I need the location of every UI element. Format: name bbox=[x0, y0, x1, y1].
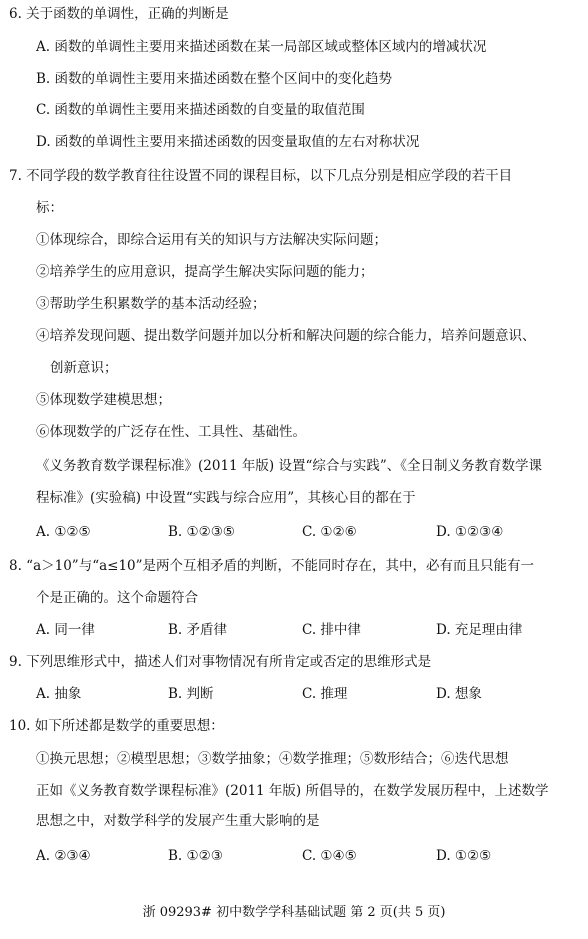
q10-ideas-list: ①换元思想；②模型思想；③数学抽象；④数学推理；⑤数形结合；⑥迭代思想 bbox=[36, 751, 509, 767]
q6-option-d: D. 函数的单调性主要用来描述函数的因变量取值的左右对称状况 bbox=[36, 134, 420, 150]
q10-paragraph-line2: 思想之中，对数学科学的发展产生重大影响的是 bbox=[36, 813, 320, 829]
q6-option-a: A. 函数的单调性主要用来描述函数在某一局部区域或整体区域内的增减状况 bbox=[36, 39, 487, 55]
q10-options-row bbox=[0, 846, 588, 866]
q10-paragraph-line1: 正如《义务教育数学课程标准》(2011 年版) 所倡导的，在数学发展历程中，上述数学 bbox=[36, 783, 549, 799]
q10-option-b: B. ①②③ bbox=[168, 848, 223, 864]
q7-option-c: C. ①②⑥ bbox=[302, 524, 357, 540]
q9-option-a: A. 抽象 bbox=[36, 686, 82, 702]
q7-item-5: ⑤体现数学建模思想； bbox=[36, 392, 171, 408]
q7-stem-line1: 7. 不同学段的数学教育往往设置不同的课程目标，以下几点分别是相应学段的若干目 bbox=[9, 168, 513, 184]
q8-option-d: D. 充足理由律 bbox=[436, 622, 523, 638]
q10-option-c: C. ①④⑤ bbox=[302, 848, 357, 864]
q7-option-b: B. ①②③⑤ bbox=[168, 524, 235, 540]
q7-paragraph-line2: 程标准》(实验稿) 中设置“实践与综合应用”，其核心目的都在于 bbox=[36, 490, 416, 506]
page-footer: 浙 09293# 初中数学学科基础试题 第 2 页(共 5 页) bbox=[142, 905, 446, 920]
q7-option-a: A. ①②⑤ bbox=[36, 524, 91, 540]
q7-item-2: ②培养学生的应用意识，提高学生解决实际问题的能力； bbox=[36, 264, 374, 280]
q9-options-row bbox=[0, 684, 588, 704]
q6-stem: 6. 关于函数的单调性，正确的判断是 bbox=[9, 6, 229, 22]
q9-option-b: B. 判断 bbox=[168, 686, 214, 702]
q8-stem-line2: 个是正确的。这个命题符合 bbox=[36, 590, 198, 606]
q10-option-a: A. ②③④ bbox=[36, 848, 91, 864]
q7-option-d: D. ①②③④ bbox=[436, 524, 504, 540]
q7-item-3: ③帮助学生积累数学的基本活动经验； bbox=[36, 296, 266, 312]
q8-options-row bbox=[0, 620, 588, 640]
q7-item-4-continuation: 创新意识； bbox=[50, 360, 118, 376]
q6-option-b: B. 函数的单调性主要用来描述函数在整个区间中的变化趋势 bbox=[36, 71, 393, 87]
q8-option-c: C. 排中律 bbox=[302, 622, 361, 638]
q9-stem: 9. 下列思维形式中，描述人们对事物情况有所肯定或否定的思维形式是 bbox=[9, 654, 432, 670]
q9-option-d: D. 想象 bbox=[436, 686, 482, 702]
q7-stem-line2: 标： bbox=[36, 200, 63, 216]
q9-option-c: C. 推理 bbox=[302, 686, 348, 702]
q7-item-4: ④培养发现问题、提出数学问题并加以分析和解决问题的综合能力，培养问题意识、 bbox=[36, 328, 536, 344]
q10-stem: 10. 如下所述都是数学的重要思想： bbox=[9, 718, 224, 734]
q7-options-row bbox=[0, 522, 588, 542]
q8-option-b: B. 矛盾律 bbox=[168, 622, 228, 638]
q10-option-d: D. ①②⑤ bbox=[436, 848, 492, 864]
q7-item-1: ①体现综合，即综合运用有关的知识与方法解决实际问题； bbox=[36, 232, 387, 248]
q7-item-6: ⑥体现数学的广泛存在性、工具性、基础性。 bbox=[36, 424, 306, 440]
q8-option-a: A. 同一律 bbox=[36, 622, 95, 638]
q7-paragraph-line1: 《义务教育数学课程标准》(2011 年版) 设置“综合与实践”、《全日制义务教育数学课 bbox=[36, 458, 543, 474]
q8-stem-line1: 8. “a＞10”与“a≤10”是两个互相矛盾的判断，不能同时存在，其中，必有而且只能有一 bbox=[9, 558, 535, 574]
q6-option-c: C. 函数的单调性主要用来描述函数的自变量的取值范围 bbox=[36, 102, 365, 118]
